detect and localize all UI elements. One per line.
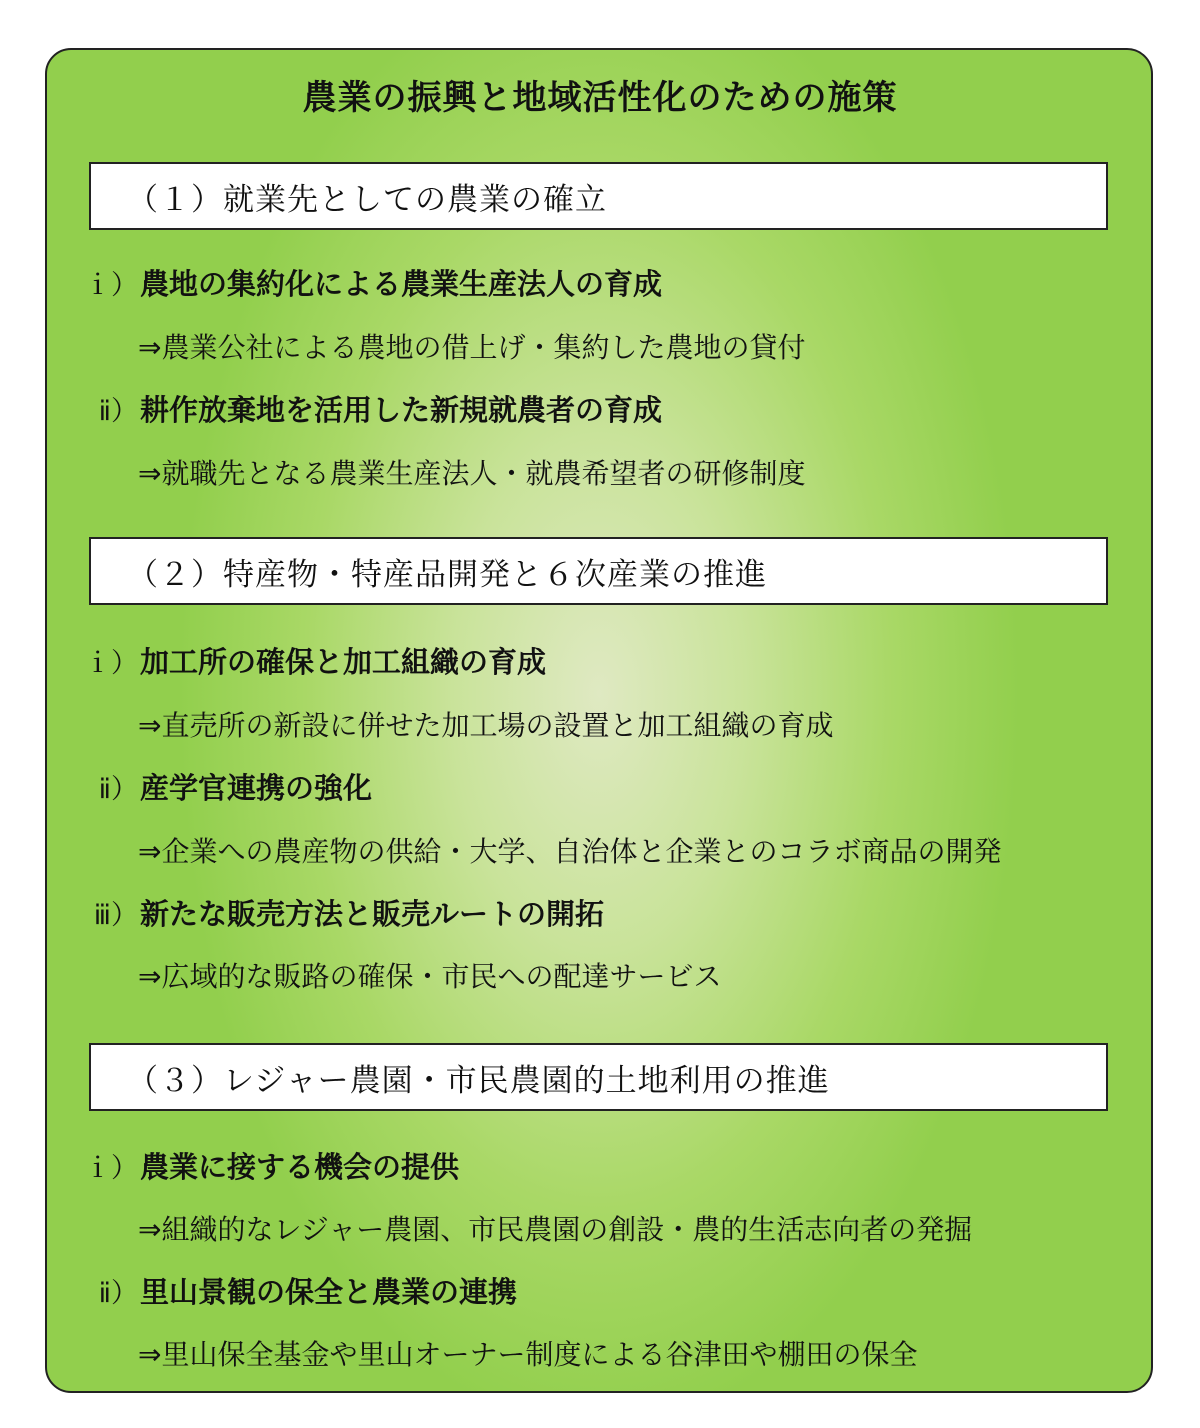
item-detail: ⇒直売所の新設に併せた加工場の設置と加工組織の育成 xyxy=(138,709,834,742)
item-number: ⅱ） xyxy=(98,1278,138,1309)
item-detail: ⇒里山保全基金や里山オーナー制度による谷津田や棚田の保全 xyxy=(138,1338,918,1371)
list-item xyxy=(78,766,372,807)
page-title: 農業の振興と地域活性化のための施策 xyxy=(302,78,898,118)
list-item xyxy=(78,1145,459,1186)
section-heading-1: （１）就業先としての農業の確立 xyxy=(89,162,1108,230)
item-title: 産学官連携の強化 xyxy=(140,771,373,805)
section-heading-2: （２）特産物・特産品開発と６次産業の推進 xyxy=(89,537,1108,605)
item-number: ⅲ） xyxy=(93,900,138,931)
section-heading-3: （３）レジャー農園・市民農園的土地利用の推進 xyxy=(89,1043,1108,1111)
item-title: 新たな販売方法と販売ルートの開拓 xyxy=(140,897,605,931)
list-item xyxy=(78,262,662,303)
item-detail: ⇒就職先となる農業生産法人・就農希望者の研修制度 xyxy=(138,457,806,490)
item-number: ⅱ） xyxy=(98,396,138,427)
item-title: 加工所の確保と加工組織の育成 xyxy=(140,645,547,679)
list-item xyxy=(78,640,546,681)
item-number: ⅱ） xyxy=(98,774,138,805)
item-number: ｉ） xyxy=(84,648,138,679)
item-title: 農地の集約化による農業生産法人の育成 xyxy=(140,267,663,301)
list-item xyxy=(78,388,662,429)
list-item xyxy=(78,892,604,933)
item-title: 農業に接する機会の提供 xyxy=(140,1150,460,1184)
list-item xyxy=(78,1270,517,1311)
item-detail: ⇒農業公社による農地の借上げ・集約した農地の貸付 xyxy=(138,331,806,364)
item-title: 里山景観の保全と農業の連携 xyxy=(140,1275,518,1309)
item-number: ｉ） xyxy=(84,1153,138,1184)
item-number: ｉ） xyxy=(84,270,138,301)
item-title: 耕作放棄地を活用した新規就農者の育成 xyxy=(140,393,663,427)
item-detail: ⇒企業への農産物の供給・大学、自治体と企業とのコラボ商品の開発 xyxy=(138,835,1002,868)
item-detail: ⇒広域的な販路の確保・市民への配達サービス xyxy=(138,960,722,993)
item-detail: ⇒組織的なレジャー農園、市民農園の創設・農的生活志向者の発掘 xyxy=(138,1213,973,1246)
